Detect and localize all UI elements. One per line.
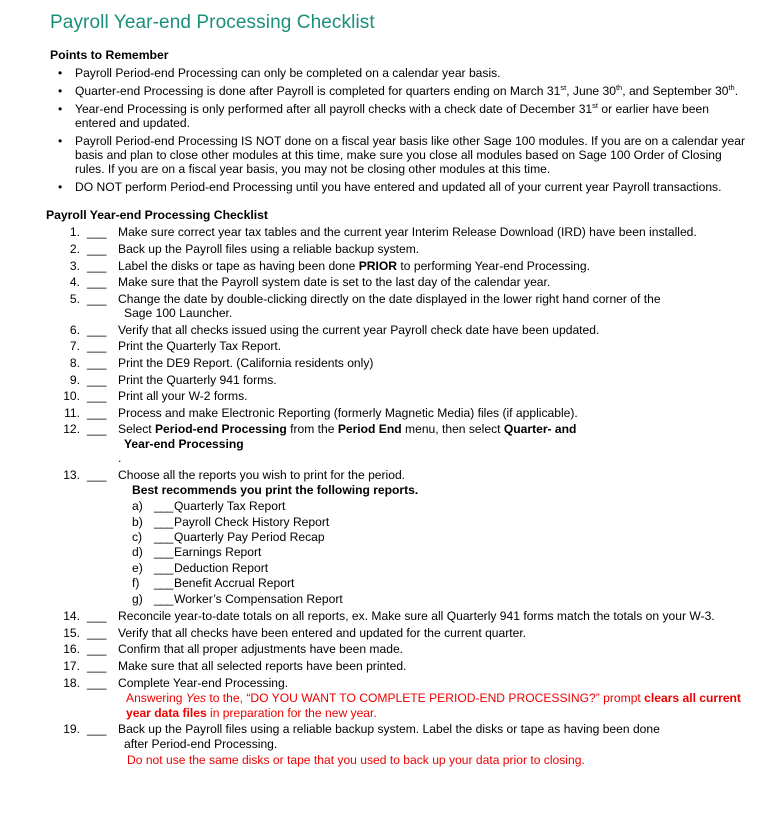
page-title: Payroll Year-end Processing Checklist xyxy=(50,12,375,33)
item-number: 6. xyxy=(69,322,80,337)
item-number: 14. xyxy=(63,609,80,624)
checkbox-blank[interactable]: ___ xyxy=(87,405,106,420)
item-number: 13. xyxy=(63,467,80,482)
sub-item-letter: d) xyxy=(132,545,143,560)
report-list-item xyxy=(118,561,748,576)
report-name: Earnings Report xyxy=(174,545,262,560)
checkbox-blank[interactable]: ___ xyxy=(87,389,106,404)
sub-item-letter: c) xyxy=(132,529,143,544)
checklist-item xyxy=(46,225,748,239)
checklist-item-text: Verify that all checks issued using the current year Payroll check date have been updated. xyxy=(118,322,600,337)
checkbox-blank[interactable]: ___ xyxy=(87,258,106,273)
report-list-item xyxy=(118,515,748,530)
checklist-item-text: Select Period-end Processing from the Period End menu, then select Quarter- and Year-end Processing . xyxy=(118,422,748,465)
checkbox-blank[interactable]: ___ xyxy=(154,591,173,606)
item-number: 9. xyxy=(69,372,80,387)
checklist-heading: Payroll Year-end Processing Checklist xyxy=(46,208,268,223)
sub-item-letter: a) xyxy=(132,499,143,514)
item-number: 5. xyxy=(69,291,80,306)
checklist-item xyxy=(46,422,748,465)
bullet-icon: • xyxy=(58,101,63,116)
item-number: 7. xyxy=(69,339,80,354)
recommended-reports-heading: Best recommends you print the following reports. xyxy=(132,483,419,498)
checklist-item-text: Change the date by double-clicking directly on the date displayed in the lower right hand corner of the Sage 100 Launcher. xyxy=(118,292,748,321)
ordinal-suffix: th xyxy=(728,82,735,92)
checklist-item xyxy=(46,722,748,767)
checkbox-blank[interactable]: ___ xyxy=(154,560,173,575)
list-item xyxy=(46,66,748,80)
checklist-item-text: Make sure that the Payroll system date is set to the last day of the calendar year. xyxy=(118,275,551,290)
checkbox-blank[interactable]: ___ xyxy=(87,339,106,354)
payroll-checklist xyxy=(46,225,748,767)
emphasis-bold: Period-end Processing xyxy=(154,422,287,437)
emphasis-bold: Period End xyxy=(337,422,402,437)
checklist-item xyxy=(46,339,748,353)
checklist-item xyxy=(46,659,748,673)
checklist-item xyxy=(46,406,748,420)
item-number: 2. xyxy=(69,241,80,256)
report-name: Benefit Accrual Report xyxy=(174,576,295,591)
checkbox-blank[interactable]: ___ xyxy=(87,467,106,482)
checkbox-blank[interactable]: ___ xyxy=(154,545,173,560)
checkbox-blank[interactable]: ___ xyxy=(87,322,106,337)
checkbox-blank[interactable]: ___ xyxy=(87,241,106,256)
recommended-reports-list xyxy=(118,499,748,607)
checklist-item xyxy=(46,626,748,640)
emphasis-bold: PRIOR xyxy=(358,258,398,273)
item-number: 3. xyxy=(69,258,80,273)
sub-item-letter: e) xyxy=(132,560,143,575)
report-list-item xyxy=(118,592,748,607)
bullet-icon: • xyxy=(58,83,63,98)
item-number: 16. xyxy=(63,642,80,657)
checkbox-blank[interactable]: ___ xyxy=(154,499,173,514)
checklist-item-text: Print the DE9 Report. (California residents only) xyxy=(118,355,374,370)
continuation-line xyxy=(118,437,748,451)
checklist-item xyxy=(46,609,748,623)
report-list-item xyxy=(118,576,748,591)
checkbox-blank[interactable]: ___ xyxy=(154,529,173,544)
checklist-item-text: Make sure correct year tax tables and the current year Interim Release Download (IRD) have been installed. xyxy=(118,225,697,240)
report-list-item xyxy=(118,545,748,560)
sub-item-letter: g) xyxy=(132,591,143,606)
bullet-icon: • xyxy=(58,180,63,195)
checklist-item xyxy=(46,676,748,721)
list-item xyxy=(46,84,748,98)
checklist-item xyxy=(46,468,748,607)
item-number: 18. xyxy=(63,675,80,690)
points-to-remember-list xyxy=(46,66,748,194)
checklist-item-text: Choose all the reports you wish to print for the period. xyxy=(118,467,406,482)
list-item xyxy=(46,180,748,194)
checkbox-blank[interactable]: ___ xyxy=(87,625,106,640)
emphasis-bold: clears all current year data files xyxy=(126,690,741,720)
emphasis-bold: Year-end Processing xyxy=(124,436,244,451)
checklist-item-text: Reconcile year-to-date totals on all reports, ex. Make sure all Quarterly 941 forms match the totals on your W-3. xyxy=(118,609,715,624)
list-item-text: Payroll Period-end Processing can only be completed on a calendar year basis. xyxy=(75,66,501,80)
checkbox-blank[interactable]: ___ xyxy=(87,658,106,673)
report-name: Quarterly Pay Period Recap xyxy=(174,529,325,544)
checklist-item xyxy=(46,259,748,273)
report-name: Deduction Report xyxy=(174,560,269,575)
item-number: 1. xyxy=(69,225,80,240)
checklist-item xyxy=(46,373,748,387)
report-name: Payroll Check History Report xyxy=(174,514,330,529)
checkbox-blank[interactable]: ___ xyxy=(87,225,106,240)
list-item-text: Year-end Processing is only performed after all payroll checks with a check date of December 31st or earlier have been entered and updated. xyxy=(75,100,709,130)
checkbox-blank[interactable]: ___ xyxy=(154,576,173,591)
item-number: 15. xyxy=(63,625,80,640)
ordinal-suffix: st xyxy=(560,82,567,92)
checklist-item-text: Label the disks or tape as having been done PRIOR to performing Year-end Processing. xyxy=(118,258,590,273)
report-list-item xyxy=(118,530,748,545)
list-item-text: DO NOT perform Period-end Processing until you have entered and updated all of your current year Payroll transactions. xyxy=(75,180,722,195)
checklist-item xyxy=(46,292,748,321)
checklist-item-text: Print all your W-2 forms. xyxy=(118,389,248,404)
emphasis-italic: Yes xyxy=(185,690,206,705)
checklist-item-text: Back up the Payroll files using a reliable backup system. xyxy=(118,241,420,256)
list-item xyxy=(46,134,748,177)
checklist-item-text: Complete Year-end Processing. xyxy=(118,675,289,690)
checkbox-blank[interactable]: ___ xyxy=(87,355,106,370)
checklist-item xyxy=(46,356,748,370)
ordinal-suffix: st xyxy=(592,100,598,110)
checklist-item xyxy=(46,389,748,403)
checkbox-blank[interactable]: ___ xyxy=(87,642,106,657)
points-to-remember-heading: Points to Remember xyxy=(50,48,169,62)
checklist-item-text: Verify that all checks have been entered and updated for the current quarter. xyxy=(118,625,527,640)
checklist-item-text: Back up the Payroll files using a reliable backup system. Label the disks or tape as having been done after Period-end Processing. xyxy=(118,722,748,751)
checkbox-blank[interactable]: ___ xyxy=(87,422,106,437)
warning-note: Answering Yes to the, “DO YOU WANT TO COMPLETE PERIOD-END PROCESSING?” prompt clears all current year data files in preparation for the new year. xyxy=(126,690,741,720)
item-number: 19. xyxy=(63,722,80,737)
item-number: 12. xyxy=(63,422,80,437)
checklist-item-text: Print the Quarterly 941 forms. xyxy=(118,372,277,387)
checklist-item xyxy=(46,323,748,337)
warning-note: Do not use the same disks or tape that you used to back up your data prior to closing. xyxy=(127,753,585,768)
continuation-line: Sage 100 Launcher. xyxy=(124,306,233,321)
report-name: Quarterly Tax Report xyxy=(174,499,286,514)
continuation-line: after Period-end Processing. xyxy=(124,736,278,751)
item-number: 11. xyxy=(64,405,80,420)
checkbox-blank[interactable]: ___ xyxy=(87,609,106,624)
checklist-item xyxy=(46,642,748,656)
report-name: Worker’s Compensation Report xyxy=(174,591,343,606)
checklist-item-text: Process and make Electronic Reporting (formerly Magnetic Media) files (if applicable). xyxy=(118,405,578,420)
list-item-text: Payroll Period-end Processing IS NOT done on a fiscal year basis like other Sage 100 modules. If you are on a calendar year basis and plan to close other modules at this time, make sure you close all modules based on Sage 100 Order of Closing rules. If you are on a fiscal year basis, you may not be closing other modules at this time. xyxy=(75,133,746,177)
checkbox-blank[interactable]: ___ xyxy=(87,291,106,306)
item-number: 17. xyxy=(63,658,80,673)
report-list-item xyxy=(118,499,748,514)
ordinal-suffix: th xyxy=(615,82,623,92)
checklist-item-text: Confirm that all proper adjustments have been made. xyxy=(118,642,404,657)
bullet-icon: • xyxy=(58,66,63,80)
checklist-item-text: Make sure that all selected reports have been printed. xyxy=(118,658,407,673)
checkbox-blank[interactable]: ___ xyxy=(154,514,173,529)
list-item xyxy=(46,102,748,131)
checklist-item xyxy=(46,275,748,289)
checkbox-blank[interactable]: ___ xyxy=(87,372,106,387)
item-number: 8. xyxy=(69,355,80,370)
item-number: 4. xyxy=(69,275,80,290)
sub-item-letter: f) xyxy=(132,576,140,591)
checkbox-blank[interactable]: ___ xyxy=(87,275,106,290)
sub-item-letter: b) xyxy=(132,514,143,529)
checkbox-blank[interactable]: ___ xyxy=(87,675,106,690)
checklist-item-text: Print the Quarterly Tax Report. xyxy=(118,339,282,354)
bullet-icon: • xyxy=(58,133,63,148)
checklist-item xyxy=(46,242,748,256)
checkbox-blank[interactable]: ___ xyxy=(87,722,106,737)
emphasis-bold: Quarter- and xyxy=(503,422,577,437)
list-item-text: Quarter-end Processing is done after Payroll is completed for quarters ending on March 31st, June 30th, and September 30th. xyxy=(75,82,739,98)
item-number: 10. xyxy=(63,389,80,404)
